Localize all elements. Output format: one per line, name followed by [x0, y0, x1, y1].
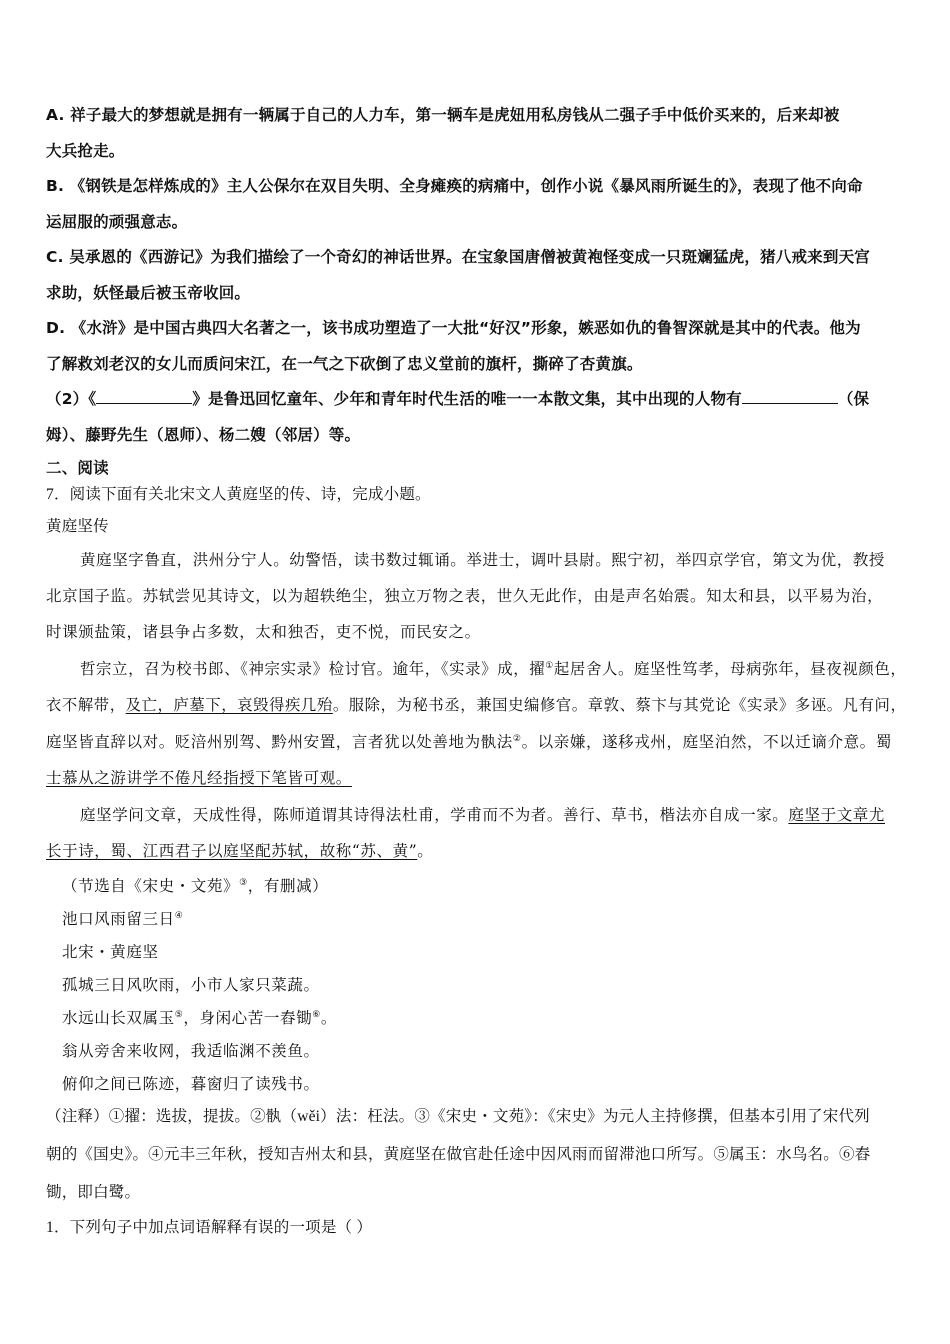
- question-2-line-1: [46, 387, 869, 409]
- p2-line-1-rest: 起居舍人。庭坚性笃孝，母病弥年，昼夜视颜色，: [553, 660, 907, 678]
- passage-p2-line-1: [80, 657, 906, 679]
- passage-p1-line-1: 黄庭坚字鲁直，洪州分宁人。幼警悟，读书数过辄诵。举进士，调叶县尉。熙宁初，举四京学官，第文为优，教授: [80, 551, 886, 569]
- question-2-middle: 》是鲁迅回忆童年、少年和青年时代生活的唯一一本散文集，其中出现的人物有: [192, 390, 742, 408]
- passage-p2-line-4: 士慕从之游讲学不倦凡经指授下笔皆可观。: [46, 769, 352, 787]
- passage-p2-line-3: [46, 730, 892, 752]
- p2-line-3-text: 庭坚皆直辞以对。贬涪州别驾、黔州安置，言者犹以处善地为骫法: [46, 733, 513, 751]
- poem-line-3: 翁从旁舍来收网，我适临渊不羡鱼。: [62, 1042, 320, 1060]
- option-a-line-1: A. 祥子最大的梦想就是拥有一辆属于自己的人力车，第一辆车是虎妞用私房钱从二强子手中低价买来的，后来却被: [46, 106, 840, 124]
- underlined-phrase-poetry-2: 长于诗，蜀、江西君子以庭坚配苏轼，故称“苏、黄”: [46, 842, 418, 860]
- passage-p3-line-2: [46, 839, 433, 861]
- question-2-suffix: （保: [837, 390, 870, 408]
- notes-line-2: 朝的《国史》。④元丰三年秋，授知吉州太和县，黄庭坚在做官赴任途中因风雨而留滞池口所写。⑤属玉：水鸟名。⑥舂: [46, 1146, 871, 1163]
- answer-blank-book[interactable]: [96, 389, 192, 404]
- question-2-prefix: （2）《: [46, 390, 97, 408]
- passage-p2-line-2: [46, 693, 906, 715]
- footnote-marker-5: ⑤: [174, 1009, 184, 1020]
- poem-line-4: 俯仰之间已陈迹，暮窗归了读残书。: [62, 1075, 320, 1093]
- poem-line-1: 孤城三日风吹雨，小市人家只菜蔬。: [62, 976, 320, 994]
- footnote-marker-6: ⑥: [312, 1009, 321, 1020]
- p3-line-2-end: 。: [417, 842, 434, 860]
- poem-line-2-b: ，身闲心苦一舂锄: [183, 1009, 313, 1027]
- underlined-phrase-mourning: 及亡，庐墓下，哀毁得疾几殆: [125, 696, 333, 714]
- footnote-marker-1: ①: [545, 660, 554, 671]
- p2-line-2-start: 衣不解带，: [46, 696, 126, 714]
- poem-title-text: 池口风雨留三日: [62, 910, 175, 928]
- passage-p1-line-3: 时课颁盐策，诸县争占多数，太和独否，吏不悦，而民安之。: [46, 623, 481, 641]
- source-end: ，有删减）: [247, 877, 329, 895]
- notes-line-3: 锄，即白鹭。: [46, 1184, 141, 1201]
- option-b-line-2: 运屈服的顽强意志。: [46, 213, 188, 231]
- question-7-intro: 7．阅读下面有关北宋文人黄庭坚的传、诗，完成小题。: [46, 486, 431, 503]
- poem-author: 北宋・黄庭坚: [62, 943, 159, 961]
- option-d-line-2: 了解救刘老汉的女儿而质问宋江，在一气之下砍倒了忠义堂前的旗杆，撕碎了杏黄旗。: [46, 355, 643, 373]
- option-a-line-2: 大兵抢走。: [46, 142, 125, 160]
- p2-line-2-end: 。服除，为秘书丞，兼国史编修官。章敦、蔡卞与其党论《实录》多诬。凡有问，: [332, 696, 907, 714]
- section-heading: 二、阅读: [46, 459, 109, 477]
- footnote-marker-4: ④: [174, 910, 184, 921]
- option-c-line-1: C. 吴承恩的《西游记》为我们描绘了一个奇幻的神话世界。在宝象国唐僧被黄袍怪变成一只斑斓猛虎，猪八戒来到天宫: [46, 248, 870, 266]
- source-text: （节选自《宋史・文苑》: [62, 877, 240, 895]
- option-d-line-1: D. 《水浒》是中国古典四大名著之一，该书成功塑造了一大批“好汉”形象，嫉恶如仇的鲁智深就是其中的代表。他为: [46, 319, 861, 337]
- poem-title: [62, 907, 183, 929]
- sub-question-1: 1．下列句子中加点词语解释有误的一项是（ ）: [46, 1219, 373, 1236]
- footnote-marker-3: ③: [239, 877, 248, 888]
- biography-title: 黄庭坚传: [46, 518, 109, 535]
- p2-line-3-rest: 。以亲嫌，遂移戎州，庭坚泊然，不以迁谪介意。蜀: [521, 733, 892, 751]
- passage-source: [62, 874, 328, 896]
- poem-line-2-a: 水远山长双属玉: [62, 1009, 175, 1027]
- footnote-marker-2: ②: [512, 733, 522, 744]
- option-b-line-1: B. 《钢铁是怎样炼成的》主人公保尔在双目失明、全身瘫痪的病痛中，创作小说《暴风雨所诞生的》，表现了他不向命: [46, 177, 863, 195]
- p3-line-1-text: 庭坚学问文章，天成性得，陈师道谓其诗得法杜甫，学甫而不为者。善行、草书，楷法亦自成一家。: [80, 806, 789, 824]
- option-c-line-2: 求助，妖怪最后被玉帝收回。: [46, 284, 251, 302]
- poem-line-2: [62, 1006, 337, 1028]
- poem-line-2-c: 。: [320, 1009, 337, 1027]
- answer-blank-person[interactable]: [742, 389, 838, 404]
- question-2-line-2: 姆）、藤野先生（恩师）、杨二嫂（邻居）等。: [46, 426, 361, 444]
- notes-line-1: （注释）①擢：选拔，提拔。②骫（wěi）法：枉法。③《宋史・文苑》：《宋史》为元人主持修撰，但基本引用了宋代列: [46, 1108, 870, 1125]
- underlined-phrase-poetry-1: 庭坚于文章尤: [788, 806, 886, 824]
- p2-line-1-text: 哲宗立，召为校书郎、《神宗实录》检讨官。逾年，《实录》成，擢: [80, 660, 546, 678]
- passage-p1-line-2: 北京国子监。苏轼尝见其诗文，以为超轶绝尘，独立万物之表，世久无此作，由是声名始震。知太和县，以平易为治，: [46, 587, 884, 605]
- passage-p3-line-1: [80, 803, 885, 825]
